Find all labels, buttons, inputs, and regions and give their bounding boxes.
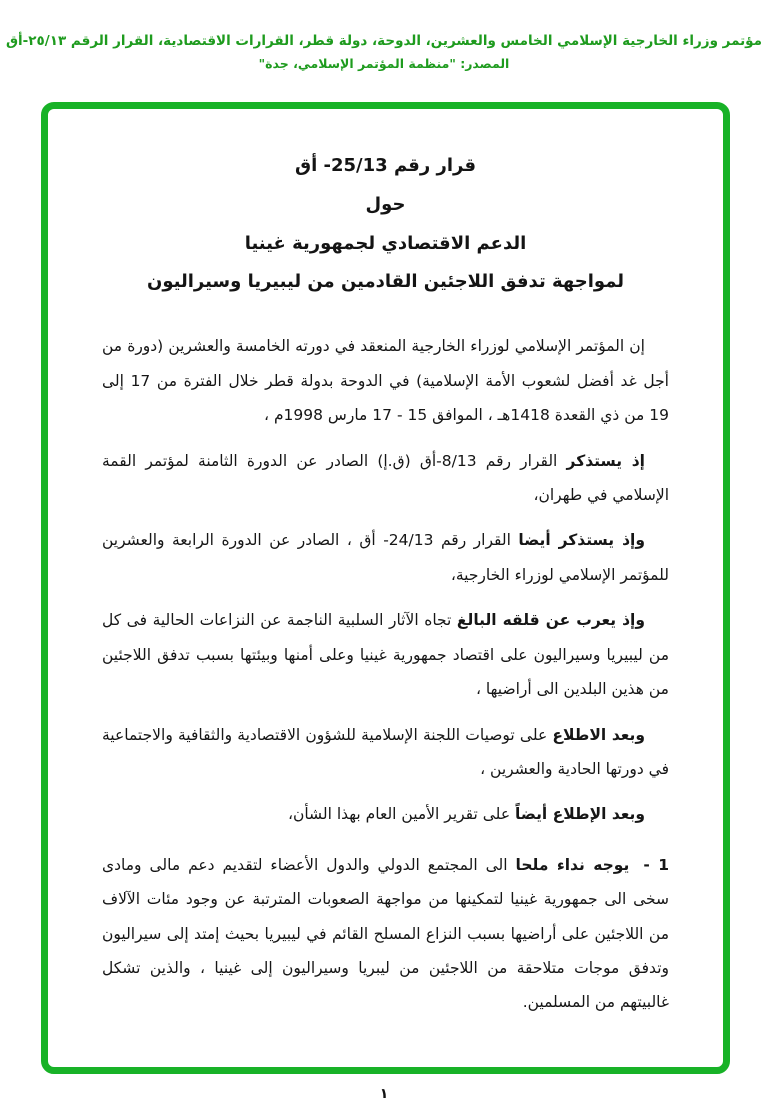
resolution-number-title: قرار رقم 25/13- أق [295, 155, 476, 177]
document-frame [41, 102, 730, 1074]
paragraph-lead: وبعد الاطلاع [552, 725, 645, 744]
resolution-title-hawl: حول [365, 194, 406, 216]
paragraph-text: القرار رقم 24/13- أق ، الصادر عن الدورة الرابعة والعشرين للمؤتمر الإسلامي لوزراء الخارجية، [102, 531, 669, 584]
operative-clause-1 [102, 848, 669, 1020]
paragraph-text: على توصيات اللجنة الإسلامية للشؤون الاقتصادية والثقافية والاجتماعية في دورتها الحادية والعشرين ، [102, 725, 669, 778]
page-number: ١ [379, 1085, 389, 1102]
source-header [0, 0, 768, 72]
clause-lead: يوجه نداء ملحا [515, 855, 630, 874]
paragraph-text: إن المؤتمر الإسلامي لوزراء الخارجية المنعقد في دورته الخامسة والعشرين (دورة من أجل غد أفضل لشعوب الأمة الإسلامية) في الدوحة بدولة قطر خلال الفترة من 17 إلى 19 من ذي القعدة 1418هـ ، الموافق 15 - 17 مارس 1998م ، [102, 337, 669, 425]
preamble-paragraph [102, 797, 669, 831]
paragraph-lead: وإذ يستذكر أيضا [518, 531, 646, 550]
source-header-line1: مؤتمر وزراء الخارجية الإسلامي الخامس والعشرين، الدوحة، دولة قطر، القرارات الاقتصادية، القرار الرقم ٢٥/١٣-أق [5, 33, 763, 49]
paragraph-text: على تقرير الأمين العام بهذا الشأن، [287, 805, 515, 824]
preamble-paragraph [102, 523, 669, 592]
paragraph-lead: إذ يستذكر [566, 451, 645, 470]
preamble-paragraph [102, 603, 669, 706]
paragraph-text: القرار رقم 8/13-أق (ق.إ) الصادر عن الدورة الثامنة لمؤتمر القمة الإسلامي في طهران، [102, 451, 669, 505]
resolution-title-block [102, 153, 669, 295]
preamble-paragraph [102, 718, 669, 787]
clause-number: 1 - [643, 855, 669, 874]
paragraph-text: تجاه الآثار السلبية الناجمة عن النزاعات الحالية فى كل من ليبيريا وسيراليون على اقتصاد جمهورية غينيا وعلى أمنها وبيئتها بسبب تدفق اللاجئين من هذين البلدين الى أراضيها ، [102, 611, 669, 699]
paragraph-lead: وإذ يعرب عن قلقه البالغ [456, 611, 645, 630]
source-header-line2: المصدر: "منظمة المؤتمر الإسلامي، جدة" [258, 55, 510, 71]
resolution-subject-line1: الدعم الاقتصادي لجمهورية غينيا [244, 233, 527, 255]
preamble-paragraph [102, 329, 669, 432]
clause-text: الى المجتمع الدولي والدول الأعضاء لتقديم دعم مالى ومادى سخى الى جمهورية غينيا لتمكينها من مواجهة الصعوبات المترتبة عن وجود مئات الآلاف من اللاجئين على أراضيها بسبب النزاع المسلح القائم في ليبيريا بحيث إمتد إلى سيراليون وتدفق موجات متلاحقة من اللاجئين من ليبريا وسيراليون إلى غينيا ، والذين تشكل غالبيتهم من المسلمين. [102, 855, 669, 1012]
resolution-subject-line2: لمواجهة تدفق اللاجئين القادمين من ليبيريا وسيراليون [146, 271, 625, 293]
paragraph-lead: وبعد الإطلاع أيضاً [515, 805, 645, 824]
preamble-paragraph [102, 444, 669, 513]
